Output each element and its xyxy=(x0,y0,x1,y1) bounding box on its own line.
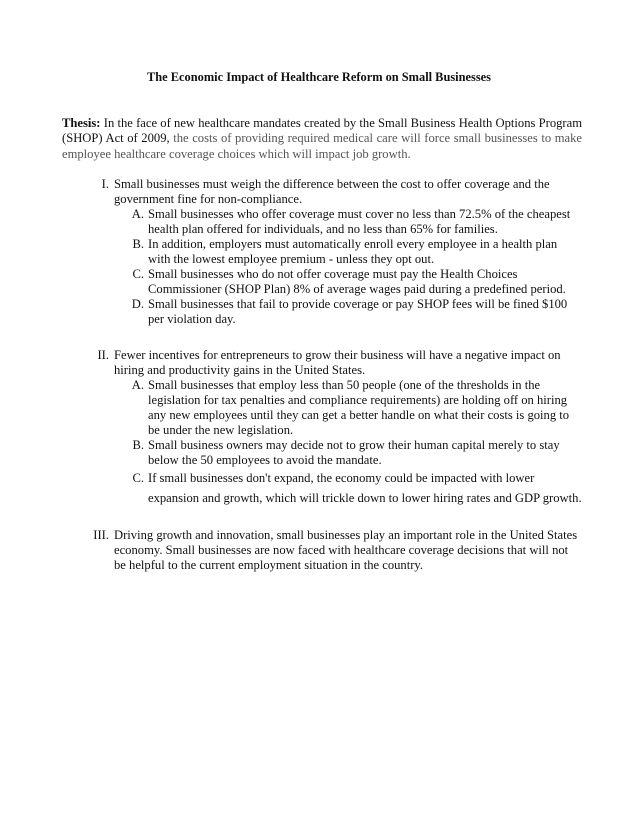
outline-section-1 xyxy=(62,177,582,327)
outline-subitem xyxy=(62,378,582,438)
outline-subitem xyxy=(62,267,582,297)
thesis-text-continued: the costs of providing required medical care will force small businesses to make employee healthcare coverage choices which will impact job growth. xyxy=(62,131,582,161)
section-numeral: II. xyxy=(97,348,109,362)
outline-subitem xyxy=(62,468,582,508)
outline-subitem xyxy=(62,297,582,327)
outline-section-2 xyxy=(62,348,582,508)
section-numeral: I. xyxy=(101,177,109,191)
section-heading xyxy=(62,177,582,207)
subitem-text: If small businesses don't expand, the economy could be impacted with lower expansion and growth, which will trickle down to lower hiring rates and GDP growth. xyxy=(148,471,582,505)
outline-subitem xyxy=(62,438,582,468)
subitem-letter: D. xyxy=(131,297,144,311)
section-text: Driving growth and innovation, small businesses play an important role in the United States economy. Small businesses are now faced with healthcare coverage decisions that will not be helpful to the current employment situation in the country. xyxy=(114,528,578,572)
outline-subitem xyxy=(62,207,582,237)
subitem-letter: B. xyxy=(132,237,144,251)
subitem-text: Small businesses who do not offer coverage must pay the Health Choices Commissioner (SHOP Plan) 8% of average wages paid during a predefined period. xyxy=(148,267,566,296)
section-heading xyxy=(62,348,582,378)
thesis-label: Thesis: xyxy=(62,116,101,130)
subitem-text: Small businesses that employ less than 50 people (one of the thresholds in the legislation for tax penalties and compliance requirements) are holding off on hiring any new employees until they can get a better handle on what their costs is going to be under the new legislation. xyxy=(148,378,570,437)
subitem-letter: A. xyxy=(131,207,144,221)
section-text: Small businesses must weigh the difference between the cost to offer coverage and the government fine for non-compliance. xyxy=(114,177,550,206)
subitem-text: In addition, employers must automatically enroll every employee in a health plan with the lowest employee premium - unless they opt out. xyxy=(148,237,558,266)
document-title: The Economic Impact of Healthcare Reform on Small Businesses xyxy=(147,70,491,84)
section-text: Fewer incentives for entrepreneurs to grow their business will have a negative impact on hiring and productivity gains in the United States. xyxy=(114,348,561,377)
subitem-text: Small businesses that fail to provide coverage or pay SHOP fees will be fined $100 per violation day. xyxy=(148,297,568,326)
subitem-letter: C. xyxy=(132,471,144,485)
subitem-letter: A. xyxy=(131,378,144,392)
section-numeral: III. xyxy=(93,528,109,542)
thesis-text-main: In the face of new healthcare mandates created by the Small Business Health Options Program (SHOP) Act of 2009, xyxy=(62,116,582,146)
outline-section-3 xyxy=(62,528,582,573)
subitem-text: Small businesses who offer coverage must cover no less than 72.5% of the cheapest health plan offered for individuals, and no less than 65% for families. xyxy=(148,207,571,236)
section-heading xyxy=(62,528,582,573)
subitem-letter: C. xyxy=(132,267,144,281)
outline-subitem xyxy=(62,237,582,267)
subitem-text: Small business owners may decide not to grow their human capital merely to stay below the 50 employees to avoid the mandate. xyxy=(148,438,560,467)
subitem-letter: B. xyxy=(132,438,144,452)
thesis-paragraph xyxy=(62,116,582,162)
